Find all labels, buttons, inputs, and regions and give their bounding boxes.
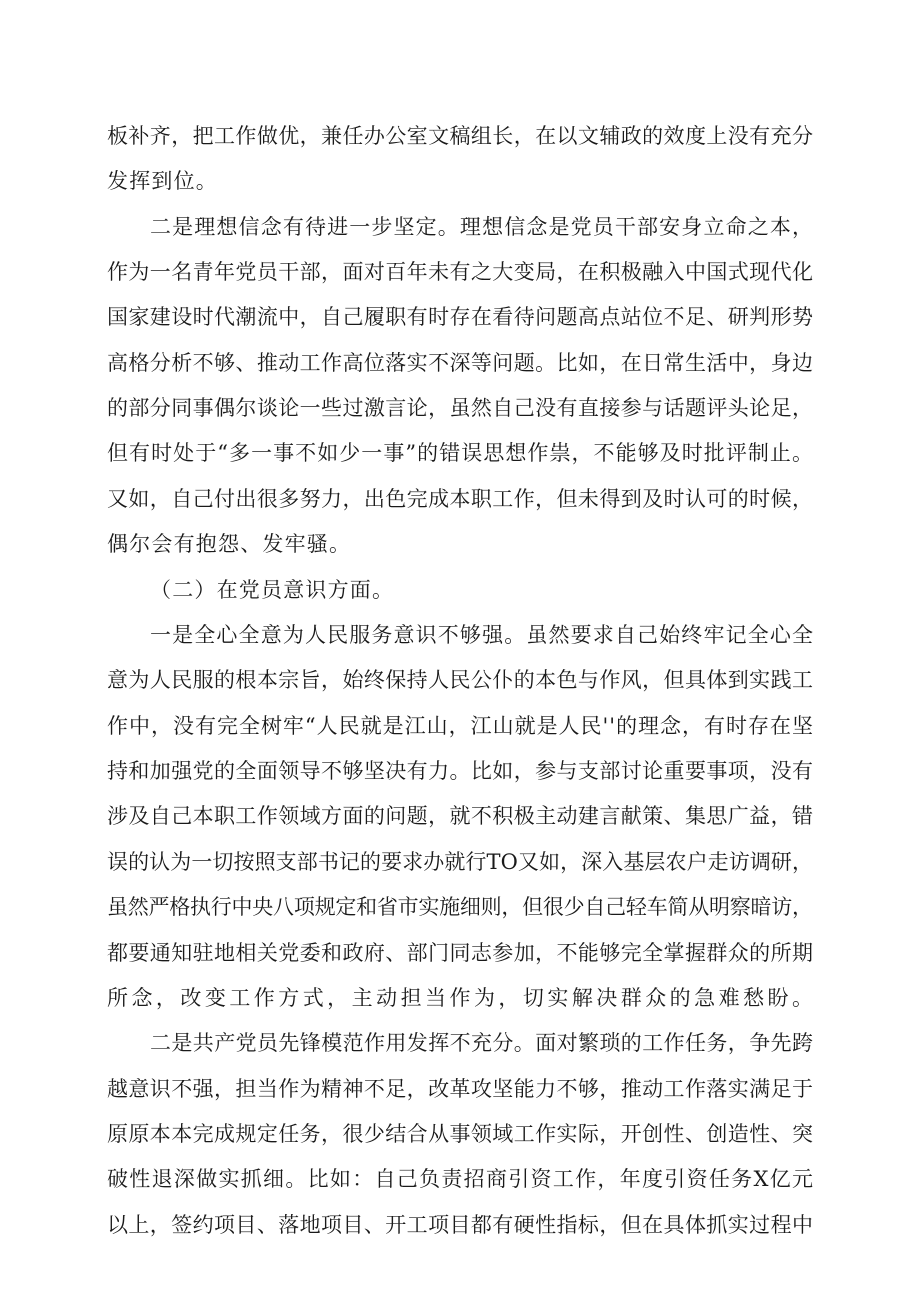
text-line xyxy=(0,796,920,836)
line-text: 以上，签约项目、落地项目、开工项目都有硬性指标，但在具体抓实过程中 xyxy=(107,1213,814,1237)
text-line xyxy=(0,615,920,655)
text-line xyxy=(0,207,920,247)
text-line xyxy=(0,1205,920,1245)
line-text: 高格分析不够、推动工作高位落实不深等问题。比如，在日常生活中，身边 xyxy=(107,351,814,375)
text-line xyxy=(0,343,920,383)
section-heading xyxy=(0,570,920,610)
text-line xyxy=(0,388,920,428)
text-line xyxy=(0,660,920,700)
text-line xyxy=(0,252,920,292)
line-text: 的部分同事偶尔谈论一些过激言论，虽然自己没有直接参与话题评头论足， xyxy=(107,396,814,420)
line-text: 但有时处于“多一事不如少一事”的错误思想作祟，不能够及时批评制止。 xyxy=(107,441,815,465)
line-text: 持和加强党的全面领导不够坚决有力。比如，参与支部讨论重要事项，没有 xyxy=(107,759,814,783)
line-text: 所念，改变工作方式，主动担当作为，切实解决群众的急难愁盼。 xyxy=(107,986,817,1010)
text-line xyxy=(0,933,920,973)
line-text: 作为一名青年党员干部，面对百年未有之大变局，在积极融入中国式现代化 xyxy=(107,260,814,284)
line-text: 误的认为一切按照支部书记的要求办就行TO又如，深入基层农户走访调研， xyxy=(107,850,814,874)
text-line xyxy=(0,842,920,882)
text-line xyxy=(0,706,920,746)
line-text: 都要通知驻地相关党委和政府、部门同志参加，不能够完全掌握群众的所期 xyxy=(107,941,814,965)
text-line xyxy=(0,1114,920,1154)
text-line xyxy=(0,751,920,791)
text-line xyxy=(0,524,920,564)
text-line xyxy=(0,1069,920,1109)
line-text: 国家建设时代潮流中，自己履职有时存在看待问题高点站位不足、研判形势 xyxy=(107,305,814,329)
line-text: 又如，自己付出很多努力，出色完成本职工作，但未得到及时认可的时候， xyxy=(107,487,814,511)
line-text: 二是共产党员先锋模范作用发挥不充分。面对繁琐的工作任务，争先跨 xyxy=(150,1031,814,1055)
text-line xyxy=(0,887,920,927)
line-text: 虽然严格执行中央八项规定和省市实施细则，但很少自己轻车简从明察暗访， xyxy=(107,895,813,919)
text-line xyxy=(0,433,920,473)
line-text: 板补齐，把工作做优，兼任办公室文稿组长，在以文辅政的效度上没有充分 xyxy=(107,124,814,148)
text-line xyxy=(0,978,920,1018)
line-text: 一是全心全意为人民服务意识不够强。虽然要求自己始终牢记全心全 xyxy=(150,623,815,647)
line-text: 涉及自己本职工作领域方面的问题，就不积极主动建言献策、集思广益，错 xyxy=(107,804,814,828)
line-text: 破性退深做实抓细。比如：自己负责招商引资工作，年度引资任务X亿元 xyxy=(107,1167,815,1191)
text-line xyxy=(0,1023,920,1063)
text-line xyxy=(0,1159,920,1199)
line-text: 意为人民服的根本宗旨，始终保持人民公仆的本色与作风，但具体到实践工 xyxy=(107,668,814,692)
text-line xyxy=(0,161,920,201)
line-text: 原原本本完成规定任务，很少结合从事领域工作实际，开创性、创造性、突 xyxy=(107,1122,814,1146)
line-text: （二）在党员意识方面。 xyxy=(150,578,395,602)
text-line xyxy=(0,116,920,156)
line-text: 越意识不强，担当作为精神不足，改革攻坚能力不够，推动工作落实满足于 xyxy=(107,1077,814,1101)
line-text: 作中，没有完全树牢“人民就是江山，江山就是人民''的理念，有时存在坚 xyxy=(107,714,814,738)
line-text: 发挥到位。 xyxy=(107,169,218,193)
line-text: 偶尔会有抱怨、发牢骚。 xyxy=(107,532,352,556)
text-line xyxy=(0,479,920,519)
line-text: 二是理想信念有待进一步坚定。理想信念是党员干部安身立命之本， xyxy=(150,215,815,239)
text-line xyxy=(0,297,920,337)
